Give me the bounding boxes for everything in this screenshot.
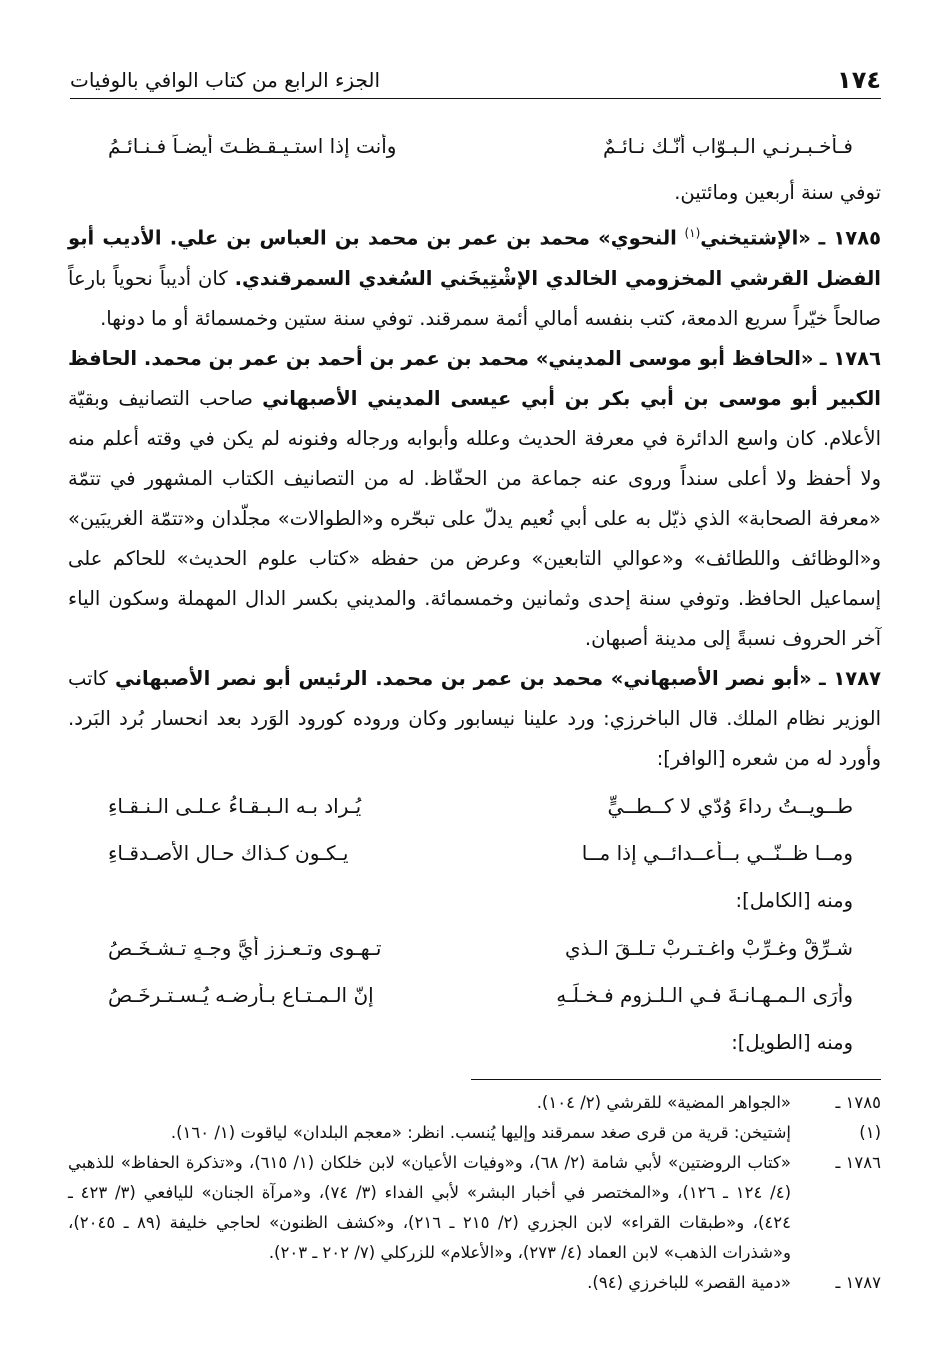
verse-line: [68, 972, 881, 1019]
footnote: [68, 1088, 881, 1118]
footnote-number: (١): [859, 1123, 881, 1142]
verse-second-hemistich: يُـراد بـه الـبـقـاءُ عـلـى الـنـقـاءِ: [108, 794, 362, 818]
verse-block-kamil: [68, 925, 881, 1019]
verse-first-hemistich: وأرَى الـمـهـانـةَ فـي الـلـزوم فـخـلِّـهِ: [556, 983, 853, 1007]
footnote-number: ١٧٨٦ ـ: [835, 1153, 881, 1172]
verse-second-hemistich: يـكـون كـذاك حـال الأصـدقـاءِ: [108, 841, 349, 865]
entry-body: كان أديباً نحوياً بارعاً صالحاً خيّراً سريع الدمعة، كتب بنفسه أمالي أئمة سمرقند. توفي سنة ستين وخمسمائة أو ما دونها.: [68, 266, 881, 330]
main-text: [68, 118, 881, 1063]
footnote-number: ١٧٨٥ ـ: [835, 1093, 881, 1112]
entry-number: ١٧٨٥ ـ: [818, 226, 881, 250]
verse-line: [68, 122, 881, 169]
footnote-text: «الجواهر المضية» للقرشي (٢/ ١٠٤).: [536, 1093, 791, 1112]
entry-body: صاحب التصانيف وبقيّة الأعلام. كان واسع الدائرة في معرفة الحديث وعلله وأبوابه ورجاله وفنونه لم يكن في وقته أعلم منه ولا أحفظ ولا أعلى سنداً وروى عنه جماعة من الحفّاظ. له من التصانيف الكتاب المشهور في تتمّة «معرفة الصحابة» الذي ذيّل به على أبي نُعيم يدلّ على تبحّره و«الطوالات» مجلّدان و«تتمّة الغريبَين» و«الوظائف واللطائف» و«عوالي التابعين» وعرض من حفظه «كتاب علوم الحديث» للحاكم على إسماعيل الحافظ. وتوفي سنة إحدى وثمانين وخمسمائة. والمديني بكسر الدال المهملة وسكون الياء آخر الحروف نسبةً إلى مدينة أصبهان.: [68, 386, 881, 650]
entry-number: ١٧٨٧ ـ: [818, 666, 881, 690]
verse-block-wafir: [68, 783, 881, 877]
entry-body: كاتب الوزير نظام الملك. قال الباخرزي: ورد علينا نيسابور وكان وروده كورود الوَرد بعد انحسار بُرد البَرد. وأورد له من شعره [الوافر]:: [68, 666, 881, 770]
verse-first-hemistich: طــويــتُ رداءَ وُدّي لا كــطــيٍّ: [607, 794, 853, 818]
footnote: [68, 1148, 881, 1268]
page-number: ١٧٤: [837, 66, 881, 94]
footnote: [68, 1268, 881, 1298]
verse-first-hemistich: ومــا ظــنّــي بــأعــدائــي إذا مــا: [581, 841, 853, 865]
footnote-divider: [471, 1079, 881, 1080]
entry-1785: [68, 213, 881, 339]
entry-title: «أبو نصر الأصبهاني» محمد بن عمر بن محمد. الرئيس أبو نصر الأصبهاني: [115, 666, 812, 690]
meter-label-kamil: ومنه [الكامل]:: [735, 888, 853, 912]
footnote: [68, 1118, 881, 1148]
entry-number: ١٧٨٦ ـ: [819, 346, 881, 370]
verse-second-hemistich: وأنت إذا استـيـقـظـتَ أيضـاً فـنـائـمُ: [108, 133, 397, 158]
entry-title: «الإشتيخني: [700, 226, 811, 250]
meter-label-tawil: ومنه [الطويل]:: [731, 1030, 853, 1054]
entry-1786: [68, 339, 881, 659]
entry-title: «الحافظ أبو موسى المديني» محمد بن عمر بن أحمد بن عمر بن محمد. الحافظ الكبير أبو موسى بن أبي بكر بن أبي عيسى المديني الأصبهاني: [68, 346, 881, 410]
entry-1787: [68, 659, 881, 779]
page-header: [70, 62, 881, 99]
verse-first-hemistich: شـرِّقْ وغـرِّبْ واغـتـربْ تـلـقَ الـذي: [565, 936, 853, 960]
running-title: الجزء الرابع من كتاب الوافي بالوفيات: [70, 68, 381, 92]
footnote-ref[interactable]: (١): [684, 226, 701, 240]
footnotes: [68, 1088, 881, 1298]
entry-title-continued: النحوي» محمد بن عمر بن محمد بن العباس بن علي. الأديب أبو الفضل القرشي المخزومي الخالدي الإشْتِيخَني السُغدي السمرقندي.: [68, 226, 881, 290]
footnote-text: «دمية القصر» للباخرزي (٩٤).: [587, 1273, 791, 1292]
footnote-text: إشتيخن: قرية من قرى صغد سمرقند وإليها يُنسب. انظر: «معجم البلدان» لياقوت (١/ ١٦٠).: [170, 1123, 791, 1142]
verse-block-top: [68, 122, 881, 169]
footnote-number: ١٧٨٧ ـ: [835, 1273, 881, 1292]
footnote-text: «كتاب الروضتين» لأبي شامة (٢/ ٦٨)، و«وفيات الأعيان» لابن خلكان (١/ ٦١٥)، و«تذكرة الحفاظ» للذهبي (٤/ ١٢٤ ـ ١٢٦)، و«المختصر في أخبار البشر» لأبي الفداء (٣/ ٧٤)، و«مرآة الجنان» لليافعي (٣/ ٤٢٣ ـ ٤٢٤)، و«طبقات القراء» لابن الجزري (٢/ ٢١٥ ـ ٢١٦)، و«كشف الظنون» لحاجي خليفة (٨٩ ـ ٢٠٤٥)، و«شذرات الذهب» لابن العماد (٤/ ٢٧٣)، و«الأعلام» للزركلي (٧/ ٢٠٢ ـ ٢٠٣).: [68, 1153, 792, 1262]
verse-first-hemistich: فـأخـبـرنـي الـبـوّاب أنّـك نـائـمٌ: [602, 133, 853, 158]
verse-second-hemistich: تـهـوى وتـعـزز أيَّ وجـهٍ تـشـخَـصُ: [108, 936, 382, 960]
verse-second-hemistich: إنّ الـمـتـاع بـأرضـه يُـسـتـرخَـصُ: [108, 983, 374, 1007]
verse-line: [68, 830, 881, 877]
verse-line: [68, 925, 881, 972]
verse-line: [68, 783, 881, 830]
death-note: توفي سنة أربعين ومائتين.: [674, 181, 881, 204]
